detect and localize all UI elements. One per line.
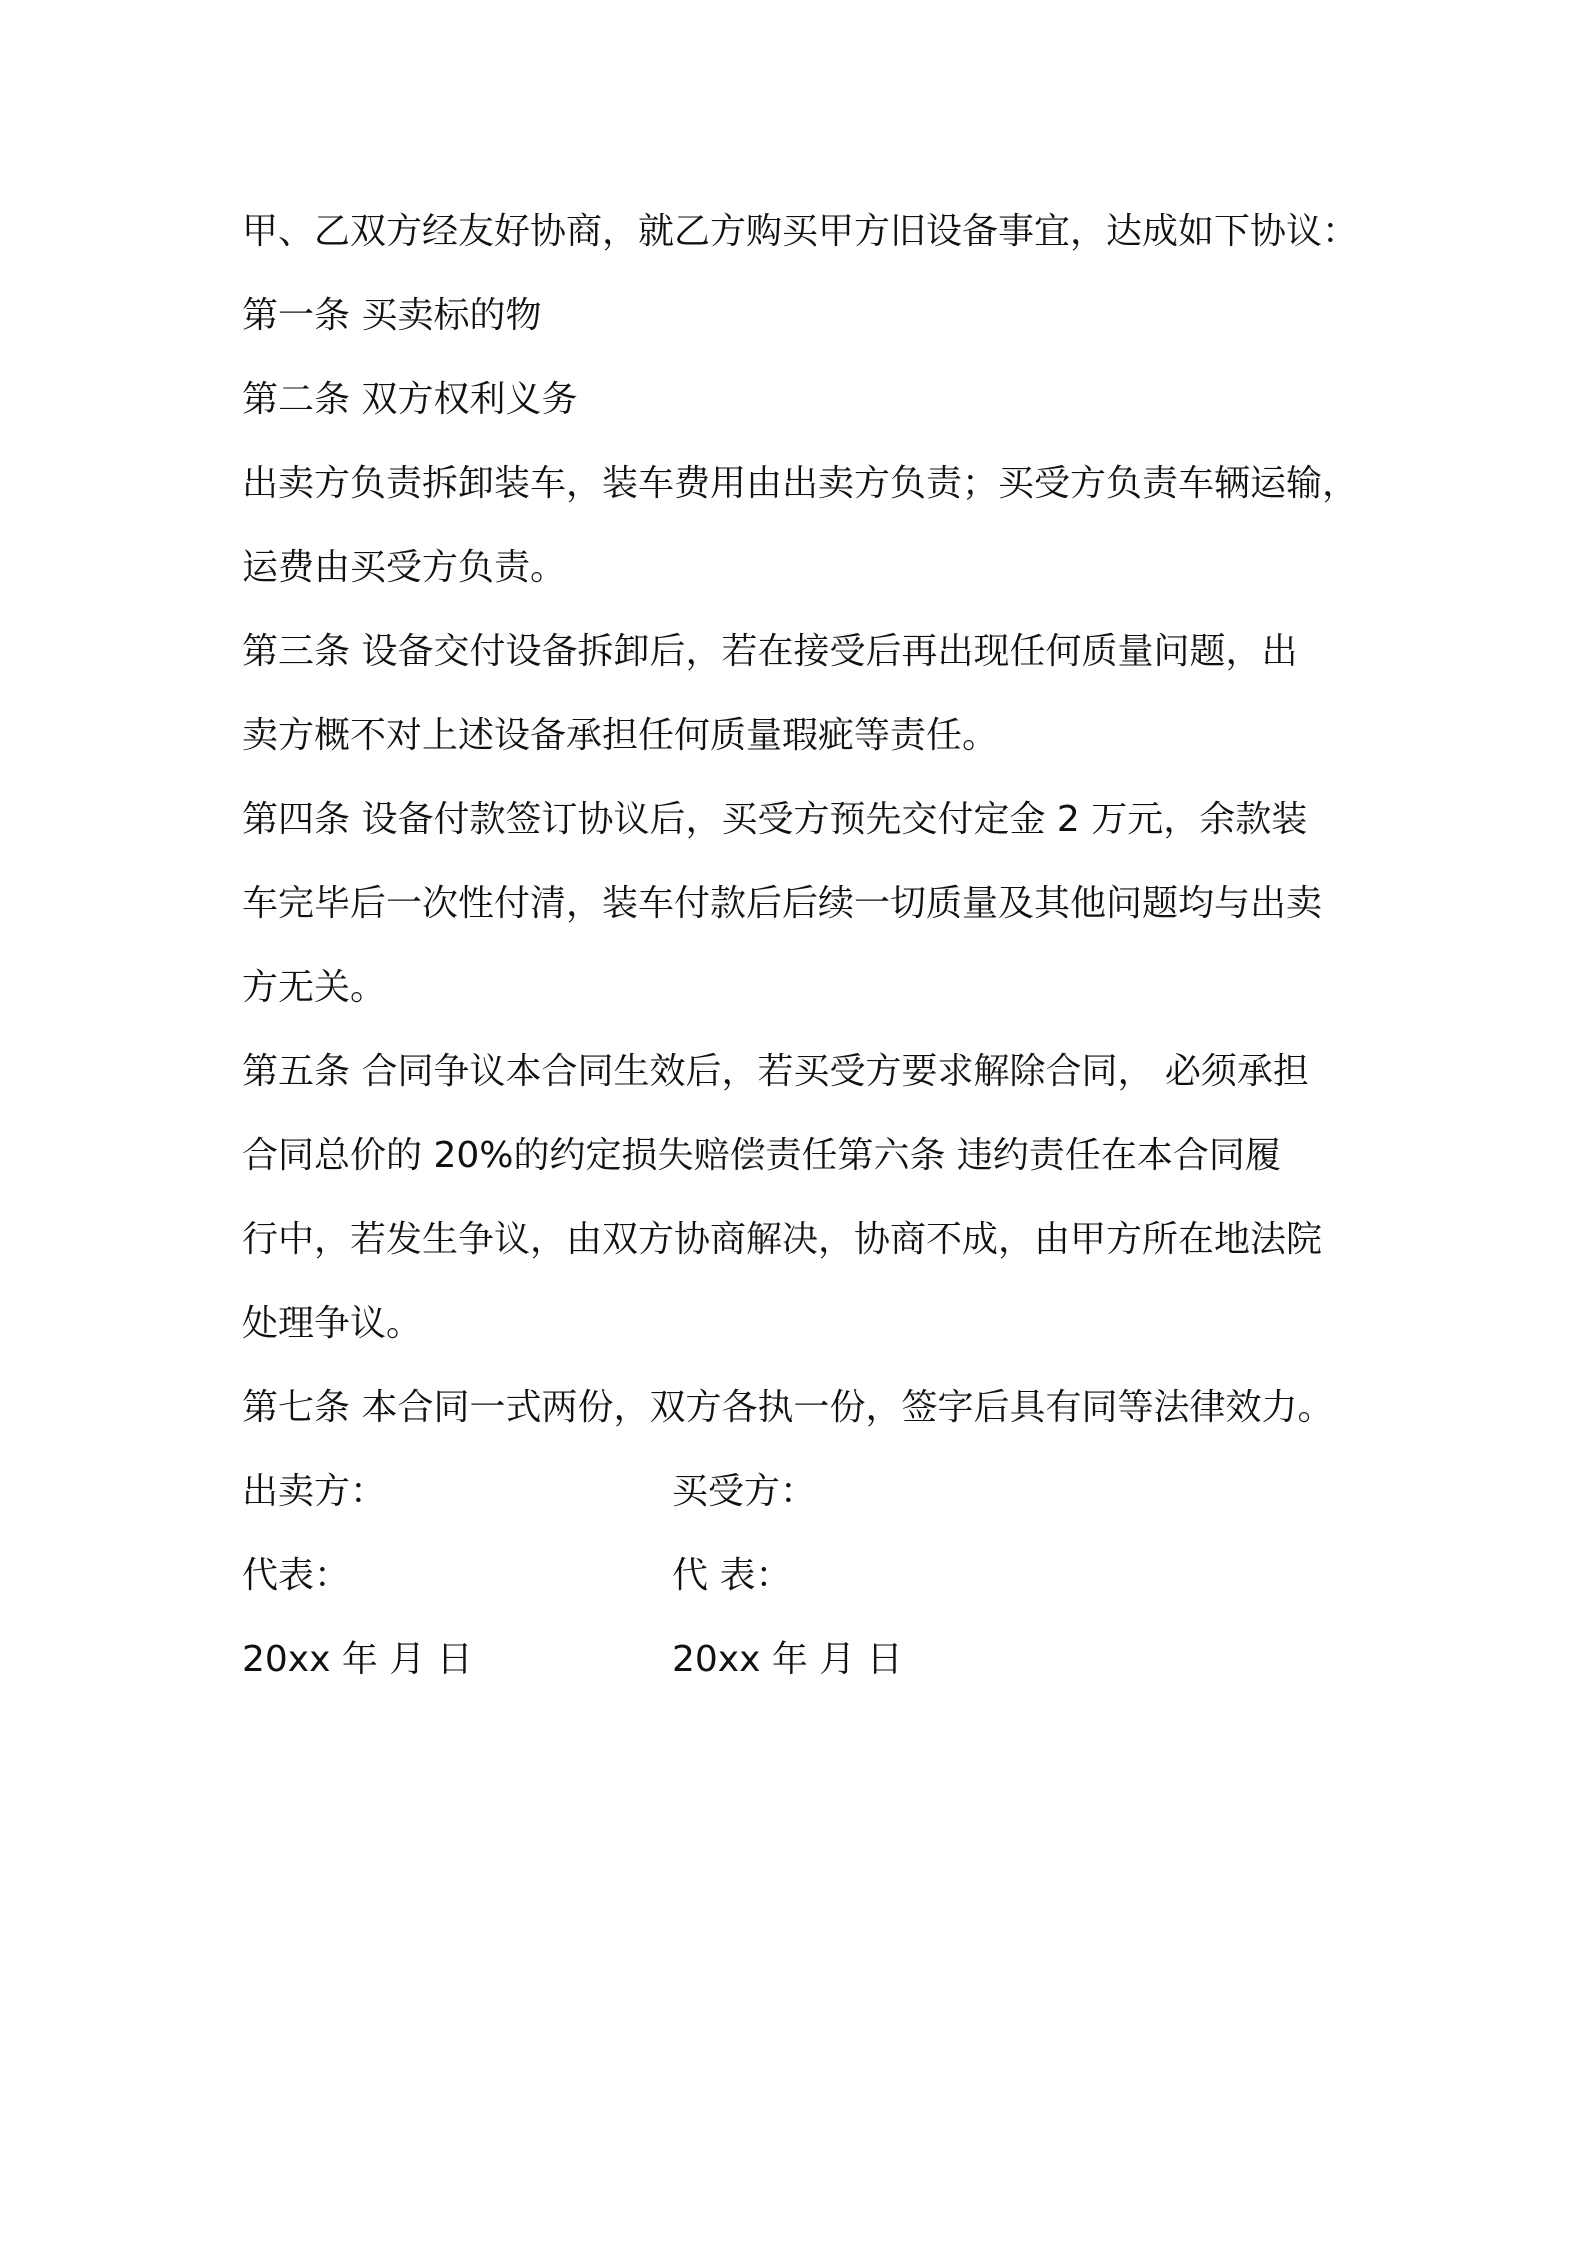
- seller-date: 20xx 年 月 日: [242, 1639, 473, 1680]
- buyer-rep-label: 代 表：: [672, 1555, 792, 1596]
- article-5-6-text-line: 合同总价的 20%的约定损失赔偿责任第六条 违约责任在本合同履: [242, 1135, 1281, 1176]
- article-4-text-line: 车完毕后一次性付清，装车付款后后续一切质量及其他问题均与出卖: [242, 883, 1323, 924]
- buyer-date: 20xx 年 月 日: [672, 1639, 903, 1680]
- signature-date-row: [242, 1618, 1352, 1702]
- article-3-text-line: 第三条 设备交付设备拆卸后，若在接受后再出现任何质量问题，出: [242, 631, 1298, 672]
- signature-party-row: [242, 1450, 1352, 1534]
- article-2-text-line: 运费由买受方负责。: [242, 547, 567, 588]
- article-3-text-line: 卖方概不对上述设备承担任何质量瑕疵等责任。: [242, 715, 999, 756]
- article-1-heading: 第一条 买卖标的物: [242, 295, 542, 336]
- seller-label: 出卖方：: [242, 1471, 387, 1512]
- signature-rep-row: [242, 1534, 1352, 1618]
- buyer-label: 买受方：: [672, 1471, 817, 1512]
- article-4-text-line: 第四条 设备付款签订协议后，买受方预先交付定金 2 万元，余款装: [242, 799, 1308, 840]
- article-2-heading: 第二条 双方权利义务: [242, 379, 578, 420]
- intro-line: 甲、乙双方经友好协商，就乙方购买甲方旧设备事宜，达成如下协议：: [242, 211, 1359, 252]
- article-5-text-line: 第五条 合同争议本合同生效后，若买受方要求解除合同， 必须承担: [242, 1051, 1309, 1092]
- article-2-text-line: 出卖方负责拆卸装车，装车费用由出卖方负责；买受方负责车辆运输，: [242, 463, 1359, 504]
- document-body: [242, 190, 1359, 1702]
- article-4-text-line: 方无关。: [242, 967, 387, 1008]
- article-7-text-line: 第七条 本合同一式两份，双方各执一份，签字后具有同等法律效力。: [242, 1387, 1334, 1428]
- article-6-text-line: 处理争议。: [242, 1303, 423, 1344]
- seller-rep-label: 代表：: [242, 1555, 351, 1596]
- article-6-text-line: 行中，若发生争议，由双方协商解决，协商不成，由甲方所在地法院: [242, 1219, 1323, 1260]
